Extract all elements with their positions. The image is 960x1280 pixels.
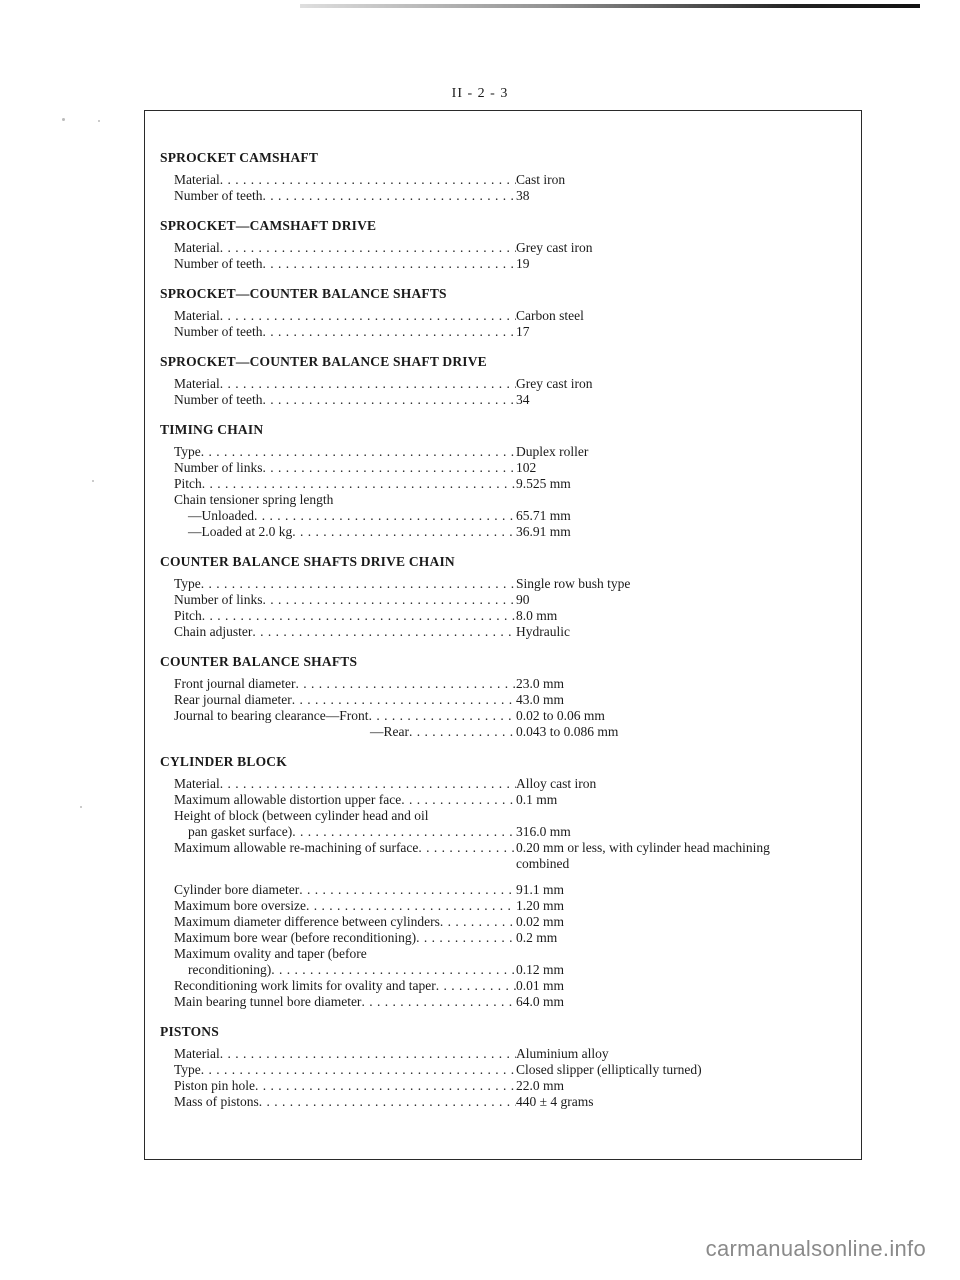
spec-row (160, 592, 860, 608)
spec-value-text: Carbon steel (516, 308, 584, 323)
spec-label-leader (174, 692, 516, 708)
spec-value-text: 0.12 mm (516, 962, 565, 977)
spec-value-text: 8.0 mm (516, 608, 558, 623)
spec-section (160, 354, 860, 408)
spec-value-text: 0.1 mm (516, 792, 558, 807)
spec-row (160, 930, 860, 946)
dot-leader (201, 1062, 516, 1078)
spec-row (160, 188, 860, 204)
spec-label: Number of links (174, 592, 263, 607)
spec-label-leader (174, 188, 516, 204)
spec-value-text: Hydraulic (516, 624, 570, 639)
spec-label: reconditioning) (188, 962, 272, 977)
spec-value-text: 90 (516, 592, 530, 607)
spec-value (516, 392, 860, 408)
spec-row (160, 676, 860, 692)
spec-label-leader (174, 392, 516, 408)
dot-leader (220, 1046, 516, 1062)
section-heading: SPROCKET CAMSHAFT (160, 150, 319, 165)
dot-leader (361, 994, 516, 1010)
spec-label-leader (174, 994, 516, 1010)
section-heading: COUNTER BALANCE SHAFTS (160, 654, 358, 669)
dot-leader (271, 962, 516, 978)
spec-value (516, 792, 860, 808)
spec-value (516, 978, 860, 994)
spec-section (160, 422, 860, 540)
spec-row (160, 508, 860, 524)
spec-label-leader (174, 676, 516, 692)
spec-value-text: 65.71 mm (516, 508, 571, 523)
spec-label-leader (174, 460, 516, 476)
spec-row (160, 256, 860, 272)
spec-row (160, 1062, 860, 1078)
spec-label-leader (174, 476, 516, 492)
spec-label: Number of teeth (174, 324, 263, 339)
spec-row (160, 1078, 860, 1094)
spec-value-text: 440 ± 4 grams (516, 1094, 594, 1109)
spec-value-text: 1.20 mm (516, 898, 565, 913)
specification-list (160, 150, 860, 1124)
dot-leader (220, 172, 516, 188)
spec-label: Maximum bore oversize (174, 898, 306, 913)
spec-value-text: Grey cast iron (516, 376, 593, 391)
spec-row (160, 240, 860, 256)
scan-speck (62, 118, 65, 121)
spec-value (516, 624, 860, 640)
spec-value (516, 840, 860, 872)
scan-speck (92, 480, 94, 482)
spec-label: Pitch (174, 476, 202, 491)
page-number: II - 2 - 3 (451, 86, 509, 101)
spec-label-leader (174, 376, 516, 392)
spec-value (516, 962, 860, 978)
scan-speck (98, 120, 100, 122)
spec-value-text: 19 (516, 256, 530, 271)
spec-section (160, 554, 860, 640)
dot-leader (369, 708, 516, 724)
spec-label-leader (174, 624, 516, 640)
spec-value-text: 23.0 mm (516, 676, 565, 691)
spec-value-text: 102 (516, 460, 537, 475)
spec-label: —Rear (370, 724, 409, 739)
spec-row (160, 692, 860, 708)
spec-value (516, 240, 860, 256)
spec-label-leader (174, 524, 516, 540)
spec-value (516, 308, 860, 324)
section-heading: COUNTER BALANCE SHAFTS DRIVE CHAIN (160, 554, 455, 569)
spec-value (516, 692, 860, 708)
spec-label-leader (174, 1078, 516, 1094)
spec-value-text: 0.043 to 0.086 mm (516, 724, 619, 739)
spec-label-leader (174, 930, 516, 946)
dot-leader (252, 624, 516, 640)
spec-label: Mass of pistons (174, 1094, 259, 1109)
dot-leader (295, 676, 516, 692)
spec-value (516, 444, 860, 460)
spec-row (160, 898, 860, 914)
spec-value-text: Aluminium alloy (516, 1046, 609, 1061)
spec-value-text: 91.1 mm (516, 882, 565, 897)
spec-value (516, 1078, 860, 1094)
spec-value (516, 930, 860, 946)
spec-value (516, 776, 860, 792)
spec-label: Number of teeth (174, 256, 263, 271)
spec-value (516, 376, 860, 392)
section-heading: SPROCKET—COUNTER BALANCE SHAFTS (160, 286, 447, 301)
spec-section (160, 286, 860, 340)
spec-label: Type (174, 576, 201, 591)
spec-label-leader (174, 240, 516, 256)
spec-text-line: Chain tensioner spring length (174, 492, 334, 507)
scan-top-edge-line (300, 4, 920, 8)
spec-row (160, 962, 860, 978)
spec-value-text: 17 (516, 324, 530, 339)
spec-row (160, 172, 860, 188)
spec-label-leader (174, 576, 516, 592)
spec-value-text: 43.0 mm (516, 692, 565, 707)
spec-label-leader (174, 708, 516, 724)
spec-value-text: 0.02 to 0.06 mm (516, 708, 605, 723)
spec-label-leader (174, 962, 516, 978)
spec-value-text: 64.0 mm (516, 994, 565, 1009)
spec-text-line: Height of block (between cylinder head and oil (174, 808, 429, 823)
spec-value (516, 1046, 860, 1062)
dot-leader (262, 324, 516, 340)
spec-value (516, 994, 860, 1010)
spec-label: Maximum diameter difference between cylinders (174, 914, 440, 929)
spec-value-text: Single row bush type (516, 576, 631, 591)
spec-value-text: 0.02 mm (516, 914, 565, 929)
spec-row (160, 524, 860, 540)
spec-value (516, 256, 860, 272)
spec-label: pan gasket surface) (188, 824, 293, 839)
spec-label-leader (174, 776, 516, 792)
spec-label: Maximum allowable distortion upper face (174, 792, 402, 807)
spec-label: —Unloaded (188, 508, 254, 523)
spec-section (160, 218, 860, 272)
dot-leader (418, 840, 516, 856)
spec-row (160, 392, 860, 408)
spec-row (160, 444, 860, 460)
spec-label: Journal to bearing clearance—Front (174, 708, 369, 723)
spec-value (516, 188, 860, 204)
dot-leader (436, 978, 516, 994)
spec-row (160, 724, 860, 740)
dot-leader (201, 576, 516, 592)
spec-label: Maximum allowable re-machining of surface (174, 840, 419, 855)
dot-leader (292, 524, 516, 540)
spec-label: Reconditioning work limits for ovality and taper (174, 978, 436, 993)
spec-value-text: 0.01 mm (516, 978, 565, 993)
spec-label: Pitch (174, 608, 202, 623)
dot-leader (440, 914, 516, 930)
dot-leader (306, 898, 516, 914)
spec-value-continuation: combined (516, 856, 570, 871)
dot-leader (292, 692, 516, 708)
spec-value-text: Alloy cast iron (516, 776, 597, 791)
spec-row (160, 376, 860, 392)
spec-label-leader (174, 256, 516, 272)
watermark: carmanualsonline.info (705, 1236, 926, 1261)
spec-value (516, 882, 860, 898)
dot-leader (220, 776, 516, 792)
spec-label: Main bearing tunnel bore diameter (174, 994, 362, 1009)
spec-value-text: 22.0 mm (516, 1078, 565, 1093)
spec-value-text: 316.0 mm (516, 824, 571, 839)
spec-label-leader (174, 792, 516, 808)
spec-label: Front journal diameter (174, 676, 296, 691)
spec-value (516, 1062, 860, 1078)
spec-value-text: 36.91 mm (516, 524, 571, 539)
spec-row (160, 708, 860, 724)
dot-leader (202, 476, 516, 492)
spec-text-line: Maximum ovality and taper (before (174, 946, 367, 961)
spec-row (160, 308, 860, 324)
spec-value (516, 508, 860, 524)
dot-leader (262, 256, 516, 272)
dot-leader (292, 824, 516, 840)
spec-row (160, 324, 860, 340)
spec-value (516, 676, 860, 692)
spec-label-leader (174, 308, 516, 324)
spec-value-text: Grey cast iron (516, 240, 593, 255)
spec-value (516, 172, 860, 188)
section-heading: PISTONS (160, 1024, 219, 1039)
dot-leader (259, 1094, 516, 1110)
spec-label: Piston pin hole (174, 1078, 256, 1093)
dot-leader (263, 592, 517, 608)
dot-leader (255, 1078, 516, 1094)
spec-label-leader (174, 1094, 516, 1110)
dot-leader (409, 724, 516, 740)
spec-label: Material (174, 172, 220, 187)
spec-label: Type (174, 1062, 201, 1077)
scan-speck (80, 806, 82, 808)
dot-leader (220, 376, 516, 392)
section-heading: TIMING CHAIN (160, 422, 264, 437)
spec-value (516, 608, 860, 624)
spec-label-leader (174, 978, 516, 994)
spec-row (160, 914, 860, 930)
spec-label: —Loaded at 2.0 kg (188, 524, 293, 539)
spec-row (160, 882, 860, 898)
spec-label: Material (174, 1046, 220, 1061)
spec-label: Type (174, 444, 201, 459)
dot-leader (220, 240, 516, 256)
spec-value-text: Cast iron (516, 172, 566, 187)
spec-label-leader (174, 724, 516, 740)
spec-label: Material (174, 776, 220, 791)
spec-label-leader (174, 898, 516, 914)
spec-value (516, 898, 860, 914)
spec-row (160, 978, 860, 994)
spec-label: Material (174, 376, 220, 391)
spec-label-leader (174, 324, 516, 340)
spec-value (516, 324, 860, 340)
spec-value-text: Duplex roller (516, 444, 589, 459)
spec-label-leader (174, 914, 516, 930)
spec-label: Chain adjuster (174, 624, 253, 639)
spec-row (160, 1094, 860, 1110)
spec-row (160, 460, 860, 476)
spec-value (516, 824, 860, 840)
spec-label-leader (174, 882, 516, 898)
spec-row (160, 776, 860, 792)
spec-value (516, 914, 860, 930)
spec-value-text: 34 (516, 392, 530, 407)
dot-leader (202, 608, 516, 624)
spec-label: Rear journal diameter (174, 692, 292, 707)
spec-label-leader (174, 840, 516, 856)
dot-leader (299, 882, 516, 898)
spec-value (516, 524, 860, 540)
spec-label: Number of teeth (174, 188, 263, 203)
dot-leader (263, 460, 517, 476)
spec-label-leader (174, 824, 516, 840)
spec-label-leader (174, 1046, 516, 1062)
spec-label-leader (174, 172, 516, 188)
spec-row (160, 792, 860, 808)
spec-value-text: 9.525 mm (516, 476, 571, 491)
spec-value (516, 476, 860, 492)
section-heading: SPROCKET—COUNTER BALANCE SHAFT DRIVE (160, 354, 487, 369)
spec-label-leader (174, 508, 516, 524)
spec-row (160, 1046, 860, 1062)
spec-value-text: 38 (516, 188, 530, 203)
spec-label-leader (174, 592, 516, 608)
spec-value-text: Closed slipper (elliptically turned) (516, 1062, 702, 1077)
spec-label-leader (174, 608, 516, 624)
dot-leader (220, 308, 516, 324)
spec-row (160, 576, 860, 592)
spec-section (160, 754, 860, 1010)
spec-label: Maximum bore wear (before reconditioning) (174, 930, 417, 945)
spec-value (516, 592, 860, 608)
spec-value (516, 576, 860, 592)
spec-section (160, 150, 860, 204)
spec-label-leader (174, 1062, 516, 1078)
spec-label-leader (174, 444, 516, 460)
dot-leader (416, 930, 516, 946)
spec-value-text: 0.2 mm (516, 930, 558, 945)
spec-value (516, 708, 860, 724)
dot-leader (262, 392, 516, 408)
spec-label: Number of teeth (174, 392, 263, 407)
spec-value (516, 1094, 860, 1110)
spec-section (160, 1024, 860, 1110)
spec-label: Material (174, 308, 220, 323)
spec-label: Number of links (174, 460, 263, 475)
dot-leader (262, 188, 516, 204)
dot-leader (201, 444, 516, 460)
spec-value-text: 0.20 mm or less, with cylinder head machining (516, 840, 770, 855)
spec-row (160, 476, 860, 492)
spec-value (516, 460, 860, 476)
section-heading: CYLINDER BLOCK (160, 754, 287, 769)
dot-leader (401, 792, 516, 808)
spec-row (160, 624, 860, 640)
dot-leader (254, 508, 516, 524)
spec-label: Cylinder bore diameter (174, 882, 300, 897)
section-heading: SPROCKET—CAMSHAFT DRIVE (160, 218, 377, 233)
spec-row (160, 994, 860, 1010)
spec-row (160, 824, 860, 840)
spec-section (160, 654, 860, 740)
spec-value (516, 724, 860, 740)
spec-row (160, 840, 860, 872)
spec-label: Material (174, 240, 220, 255)
spec-row (160, 608, 860, 624)
